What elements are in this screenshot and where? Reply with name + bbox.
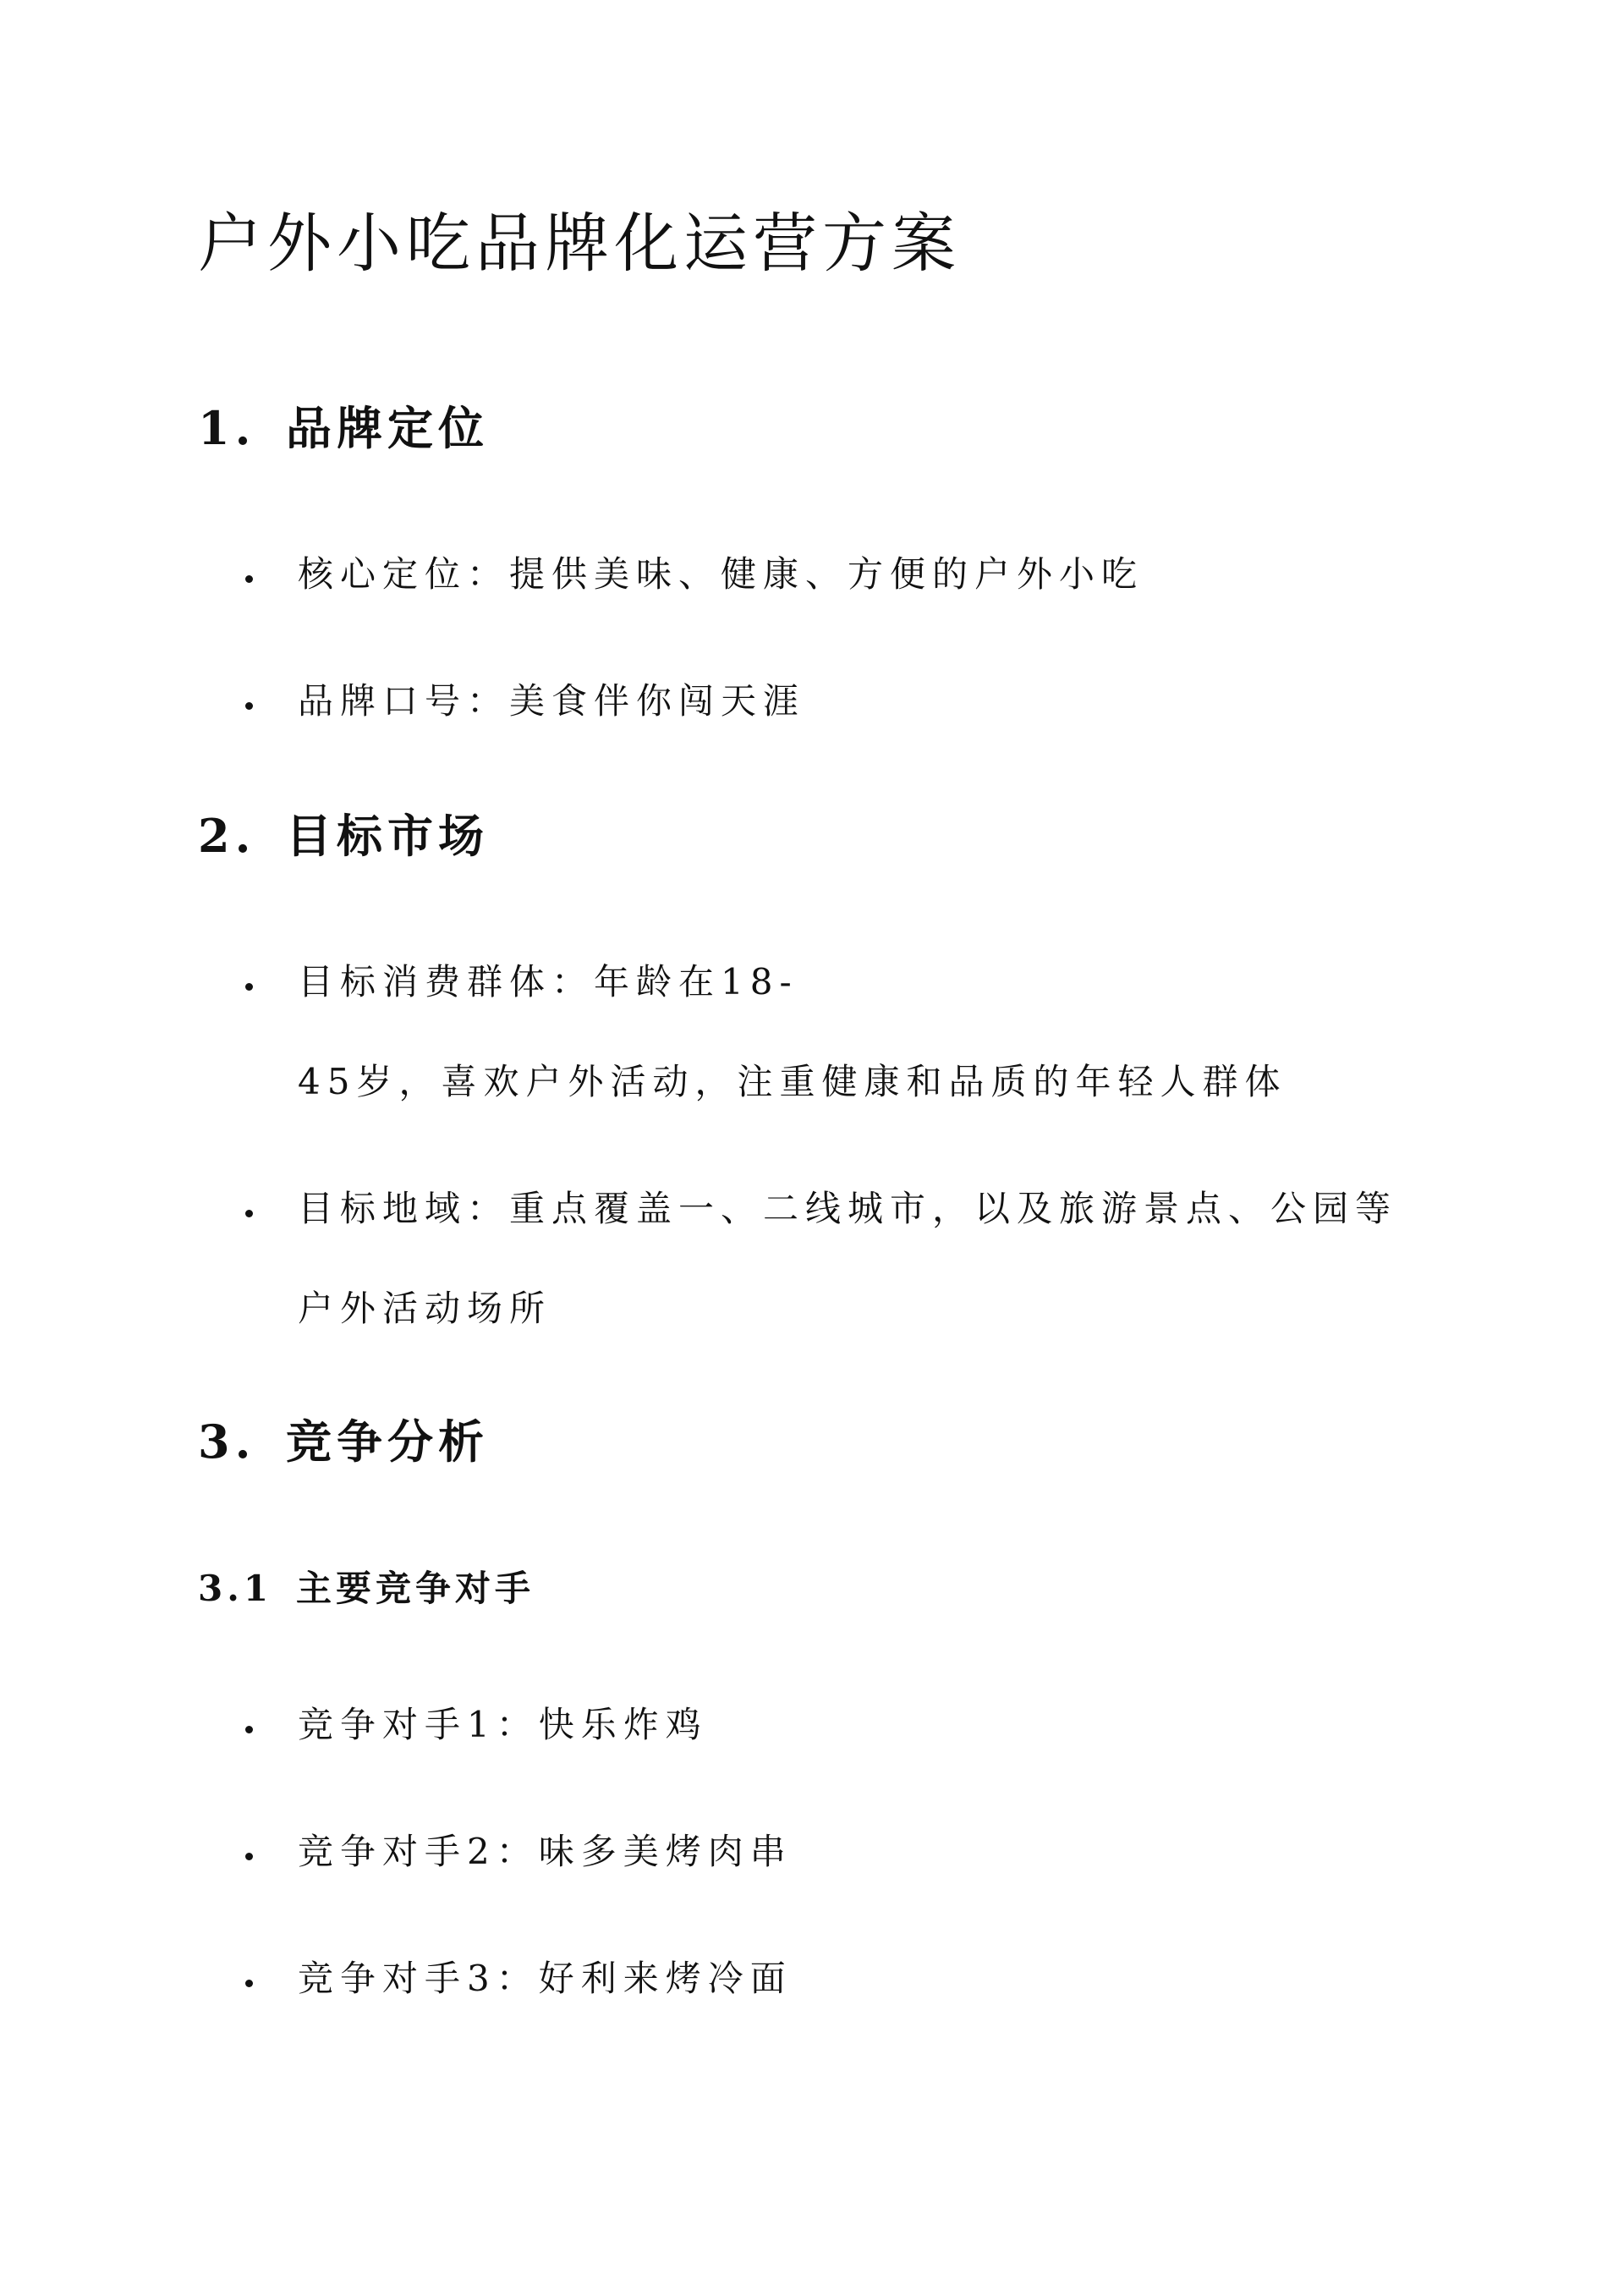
bullet-icon [245,1210,253,1217]
bullet-icon [245,1726,253,1733]
bullet-icon [245,1853,253,1860]
list-item [245,525,1429,624]
page-title: 户外小吃品牌化运营方案 [198,206,961,281]
list-item-text-line-2: 户外活动场所 [298,1288,552,1329]
bullet-icon [245,1980,253,1987]
section-title: 目标市场 [286,809,489,863]
list-item-text-line-2: 45岁，喜欢户外活动，注重健康和品质的年轻人群体 [298,1061,1287,1102]
section-heading-target-market [198,804,489,868]
list-item [245,1675,1429,1775]
list-item-text: 核心定位：提供美味、健康、方便的户外小吃 [298,553,1144,595]
list-item-text: 品牌口号：美食伴你闯天涯 [298,680,806,722]
list-item [245,932,1429,1132]
section-number: 1. [198,401,256,455]
list-item-text-line-1: 目标地域：重点覆盖一、二线城市，以及旅游景点、公园等 [298,1188,1398,1229]
section-heading-competition-analysis [198,1409,489,1474]
section-title: 品牌定位 [286,401,489,455]
list-item [245,1929,1429,2029]
section-number: 2. [198,809,256,863]
list-item [245,1159,1429,1359]
list-item [245,651,1429,751]
section-title: 竞争分析 [286,1414,489,1469]
list-item-text: 竞争对手1：快乐炸鸡 [298,1704,708,1745]
bullet-icon [245,702,253,710]
list-item-text-line-1: 目标消费群体：年龄在18- [298,961,798,1002]
subsection-heading-main-competitors [198,1563,535,1614]
bullet-icon [245,575,253,583]
section-number: 3. [198,1414,256,1469]
list-item-text: 竞争对手3：好利来烤冷面 [298,1958,793,1999]
list-item-text: 竞争对手2：味多美烤肉串 [298,1831,793,1872]
subsection-title: 主要竞争对手 [296,1568,535,1609]
subsection-number: 3.1 [198,1568,273,1609]
list-item [245,1802,1429,1902]
bullet-icon [245,983,253,991]
section-heading-brand-positioning [198,396,489,460]
